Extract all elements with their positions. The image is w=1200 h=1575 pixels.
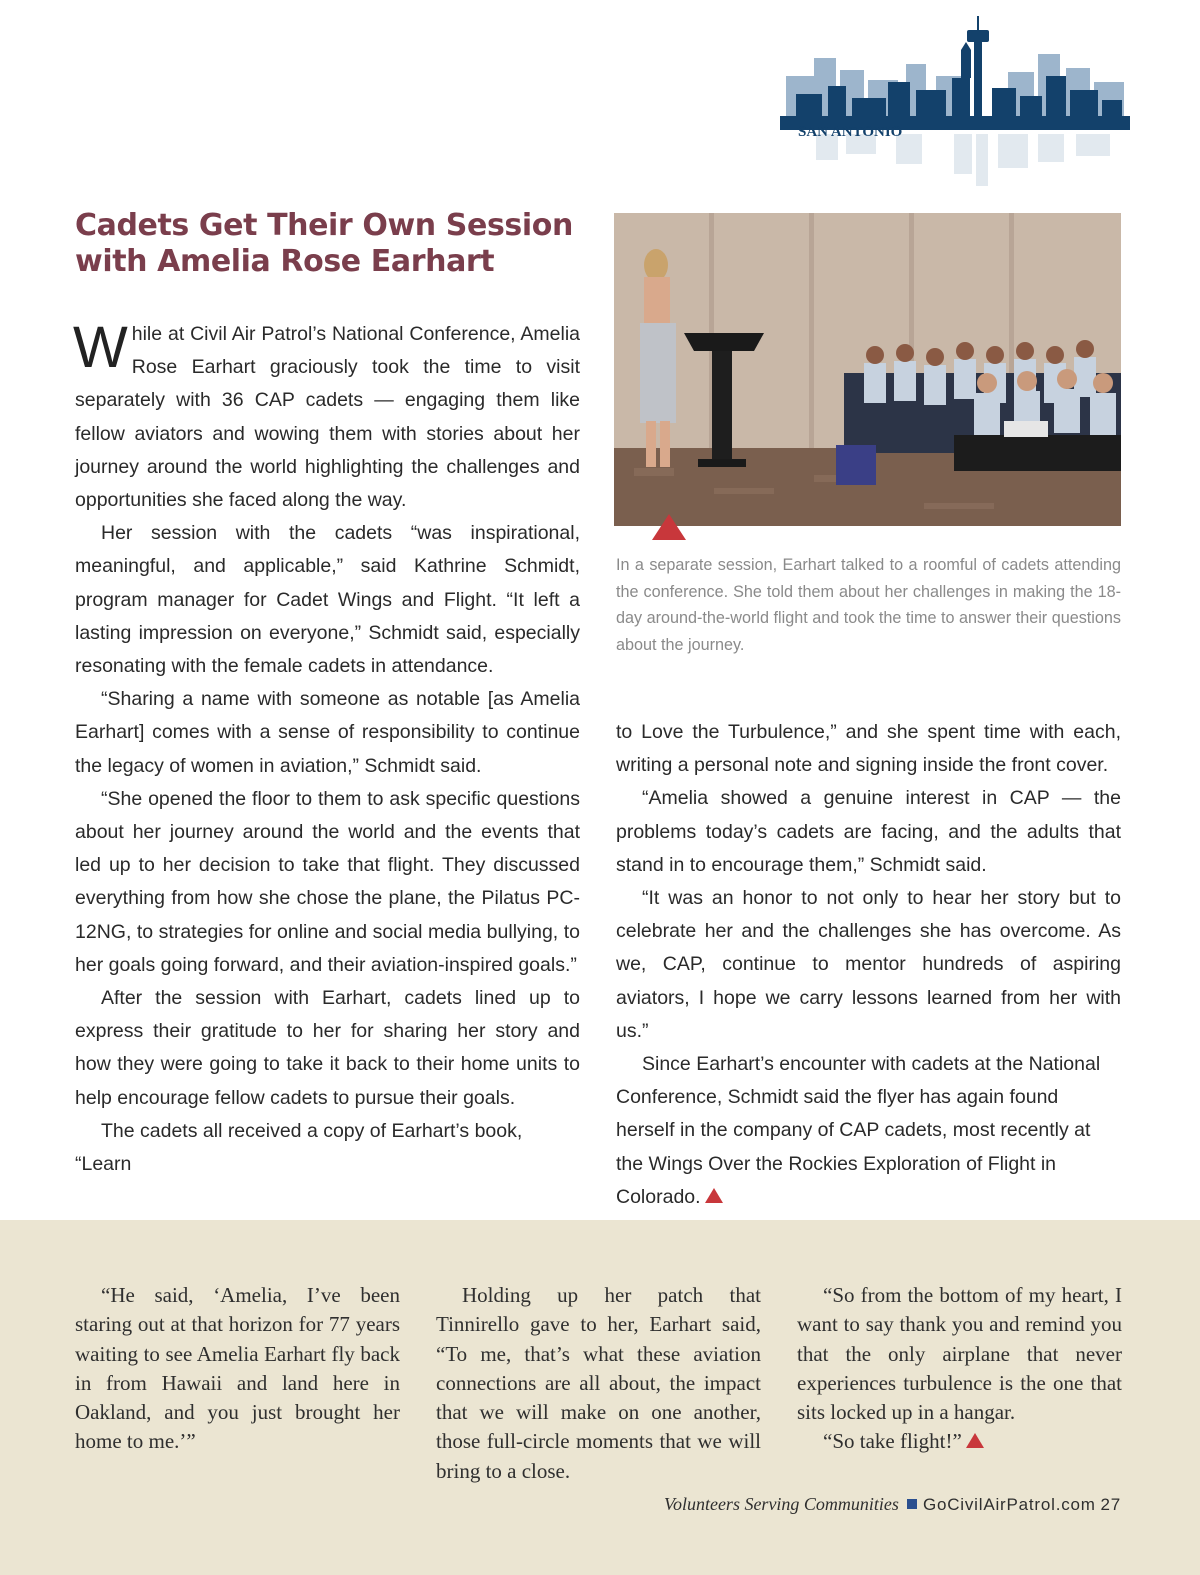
end-of-article-mark [705, 1188, 723, 1203]
footer-tagline: Volunteers Serving Communities [663, 1494, 899, 1514]
paragraph-9: Since Earhart’s encounter with cadets at the National Conference, Schmidt said the flyer has again found herself in the company of CAP cadets, most recently at the Wings Over the Rockies Exploration of Flight in Colorado. [616, 1053, 1101, 1208]
band-paragraph-3: “So from the bottom of my heart, I want to say thank you and remind you that the only airplane that never experiences turbulence is the one that sits locked up in a hangar. [797, 1283, 1122, 1425]
paragraph-3: “Sharing a name with someone as notable [as Amelia Earhart] comes with a sense of responsibility to continue the legacy of women in aviation,” Schmidt said. [75, 688, 580, 777]
paragraph-2: Her session with the cadets “was inspirational, meaningful, and applicable,” said Kathrine Schmidt, program manager for Cadet Wings and Flight. “It left a lasting impression on everyone,” Schmidt said, especially resonating with the female cadets in attendance. [75, 522, 580, 678]
paragraph-7: “Amelia showed a genuine interest in CAP — the problems today’s cadets are facing, and the adults that stand in to encourage them,” Schmidt said. [616, 787, 1121, 876]
paragraph-1: While at Civil Air Patrol’s National Conference, Amelia Rose Earhart graciously took the time to visit separately with 36 CAP cadets — engaging them like fellow aviators and wowing them with stories about her journey around the world highlighting the challenges and opportunities she faced along the way. [73, 315, 580, 512]
band-column-3 [797, 1281, 1122, 1457]
band-column-2 [436, 1281, 761, 1486]
logo-city-label: SAN ANTONIO [798, 124, 903, 140]
page-footer [664, 1494, 1121, 1515]
band-paragraph-1: “He said, ‘Amelia, I’ve been staring out at that horizon for 77 years waiting to see Amelia Earhart fly back in from Hawaii and land here in Oakland, and you just brought her home to me.’” [75, 1283, 400, 1454]
photo-caption: In a separate session, Earhart talked to a roomful of cadets attending the conference. She told them about her challenges in making the 18-day around-the-world flight and took the time to answer their questions about the journey. [616, 556, 1121, 654]
paragraph-6-continued: to Love the Turbulence,” and she spent time with each, writing a personal note and signing inside the front cover. [616, 721, 1121, 777]
paragraph-5: After the session with Earhart, cadets lined up to express their gratitude to her for sharing her story and how they were going to take it back to their home units to help encourage fellow cadets to pursue their goals. [75, 987, 580, 1109]
band-paragraph-2: Holding up her patch that Tinnirello gave to her, Earhart said, “To me, that’s what these aviation connections are all about, the impact that we will make on one another, those full-circle moments that we will bring to a close. [436, 1283, 761, 1483]
paragraph-8: “It was an honor to not only to hear her story but to celebrate her and the challenges she has overcome. As we, CAP, continue to mentor hundreds of aspiring aviators, I hope we carry lessons learned from her with us.” [616, 887, 1121, 1042]
article-body-right-column [616, 716, 1121, 1214]
article-body-left-column [73, 315, 580, 1181]
band-paragraph-4: “So take flight!” [797, 1427, 1122, 1456]
article-title: Cadets Get Their Own Session with Amelia Rose Earhart [75, 208, 573, 279]
san-antonio-skyline-logo [776, 12, 1136, 192]
footer-square-icon [907, 1499, 917, 1509]
photo-triangle-mark [652, 514, 686, 540]
drop-cap: W [73, 315, 128, 380]
page-number: 27 [1100, 1495, 1121, 1514]
session-photo [614, 213, 1121, 526]
paragraph-4: “She opened the floor to them to ask specific questions about her journey around the world and the events that led up to her decision to take that flight. They discussed everything from how she chose the plane, the Pilatus PC-12NG, to strategies for online and social media bullying, to her goals going forward, and their aviation-inspired goals.” [75, 787, 580, 976]
paragraph-6-start: The cadets all received a copy of Earhart’s book, “Learn [75, 1119, 523, 1176]
band-column-1 [75, 1281, 400, 1457]
band-end-mark [966, 1433, 984, 1448]
footer-url[interactable]: GoCivilAirPatrol.com [922, 1495, 1096, 1514]
